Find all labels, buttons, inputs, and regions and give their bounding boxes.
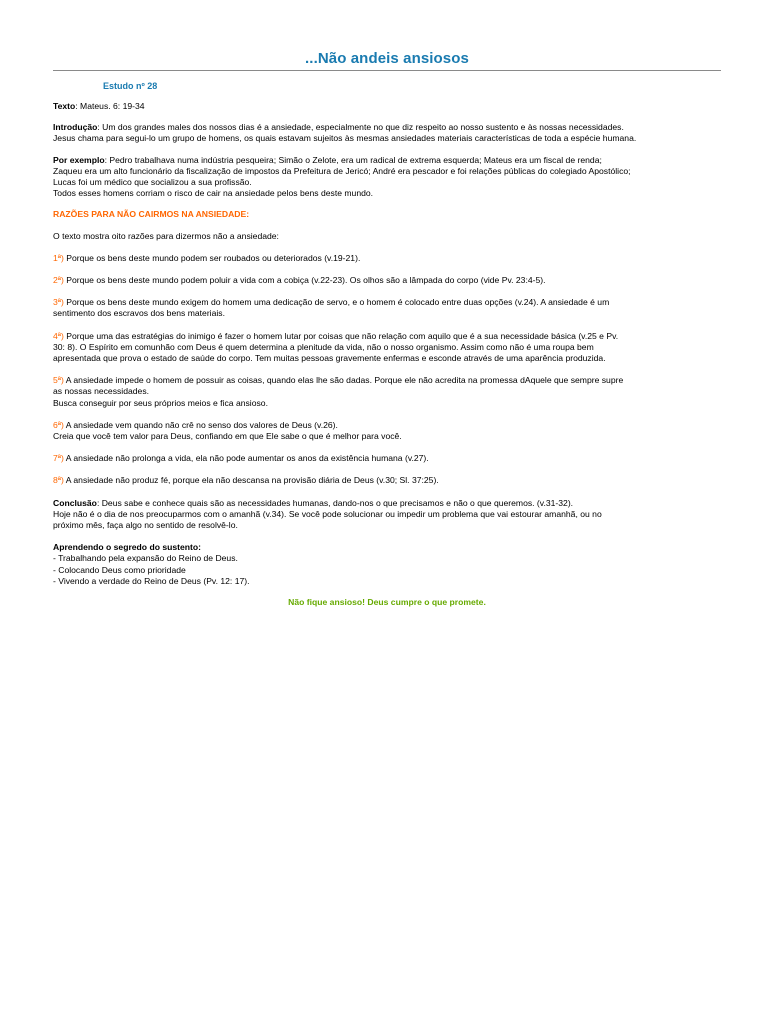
- reason-number: 3ª): [53, 297, 64, 308]
- reason-4-line-3: [53, 353, 721, 364]
- reason-number: 8ª): [53, 475, 64, 486]
- conclusion-label: Conclusão: [53, 497, 97, 508]
- reason-5-line-3: [53, 398, 721, 409]
- conclusion-line-1: [53, 498, 721, 509]
- secret-item: - Colocando Deus como prioridade: [53, 564, 186, 575]
- reasons-list: [53, 242, 721, 487]
- reason-number: 1ª): [53, 252, 64, 263]
- reason-text: A ansiedade impede o homem de possuir as coisas, quando elas lhe são dadas. Porque ele não acredita na promessa dAquele que sempre supre: [63, 375, 624, 386]
- reason-7-line-1: [53, 453, 721, 464]
- closing-message: Não fique ansioso! Deus cumpre o que promete.: [288, 597, 486, 608]
- conclusion-line-3: próximo mês, faça algo no sentido de resolvê-lo.: [53, 520, 238, 531]
- reason-number: 7ª): [53, 453, 64, 464]
- reason-number: 5ª): [53, 375, 64, 386]
- conclusion-text-1: : Deus sabe e conhece quais são as necessidades humanas, dando-nos o que precisamos e não o que queremos. (v.31-32).: [96, 497, 574, 508]
- example-label: Por exemplo: [53, 154, 105, 165]
- secret-item: - Vivendo a verdade do Reino de Deus (Pv. 12: 17).: [53, 575, 250, 586]
- reason-5-line-2: [53, 386, 721, 397]
- reason-text: 30: 8). O Espírito em comunhão com Deus é quem determina a plenitude da vida, não o nosso organismo. Assim como não é uma roupa bem: [53, 341, 594, 352]
- reason-4-line-1: [53, 331, 721, 342]
- reason-8-line-1: [53, 475, 721, 486]
- example-line-3: Lucas foi um médico que socializou a sua profissão.: [53, 177, 252, 188]
- reason-6-line-2: [53, 431, 721, 442]
- secret-item: - Trabalhando pela expansão do Reino de Deus.: [53, 553, 238, 564]
- secret-title: Aprendendo o segredo do sustento:: [53, 542, 202, 553]
- example-line-2: Zaqueu era um alto funcionário da fiscalização de impostos da Prefeitura de Jericó; André era pescador e foi relações públicas do colegiado Apostólico;: [53, 165, 631, 176]
- reason-number: 2ª): [53, 275, 64, 286]
- reasons-intro: O texto mostra oito razões para dizermos não a ansiedade:: [53, 230, 279, 241]
- document-page: [53, 0, 721, 607]
- conclusion-line-2: Hoje não é o dia de nos preocuparmos com o amanhã (v.34). Se você pode solucionar ou impedir um problema que vai estourar amanhã, ou no: [53, 508, 602, 519]
- reason-text: Creia que você tem valor para Deus, confiando em que Ele sabe o que é melhor para você.: [53, 431, 402, 442]
- reason-4-line-2: [53, 342, 721, 353]
- reason-text: sentimento dos escravos dos bens materiais.: [53, 308, 225, 319]
- reason-text: Busca conseguir por seus próprios meios e fica ansioso.: [53, 397, 268, 408]
- reason-6-line-1: [53, 420, 721, 431]
- example-line-4: Todos esses homens corriam o risco de cair na ansiedade pelos bens deste mundo.: [53, 188, 374, 199]
- example-line-1: [53, 155, 721, 166]
- reason-text: A ansiedade não prolonga a vida, ela não pode aumentar os anos da existência humana (v.27).: [63, 453, 429, 464]
- reason-number: 6ª): [53, 419, 64, 430]
- intro-line-2: Jesus chama para segui-lo um grupo de homens, os quais estavam sujeitos às mesmas ansiedades materiais características de toda a espécie humana.: [53, 133, 637, 144]
- reason-2-line-1: [53, 275, 721, 286]
- reason-3-line-1: [53, 297, 721, 308]
- reason-3-line-2: [53, 308, 721, 319]
- reasons-heading: RAZÕES PARA NÃO CAIRMOS NA ANSIEDADE:: [53, 209, 250, 220]
- reason-text: Porque uma das estratégias do inimigo é fazer o homem lutar por coisas que não relação com aquilo que é a sua necessidade básica (v.25 e Pv.: [63, 330, 619, 341]
- example-text-1: : Pedro trabalhava numa indústria pesqueira; Simão o Zelote, era um radical de extrema esquerda; Mateus era um fiscal de renda;: [104, 154, 602, 165]
- title-divider: [53, 70, 721, 71]
- reason-1-line-1: [53, 253, 721, 264]
- reason-5-line-1: [53, 375, 721, 386]
- texto-label: Texto: [53, 101, 76, 111]
- intro-line-1: [53, 122, 721, 133]
- study-number: Estudo nº 28: [103, 81, 158, 91]
- reason-text: A ansiedade não produz fé, porque ela não descansa na provisão diária de Deus (v.30; Sl. 37:25).: [63, 475, 439, 486]
- reason-text: Porque os bens deste mundo exigem do homem uma dedicação de servo, e o homem é colocado entre duas opções (v.24). A ansiedade é um: [63, 297, 610, 308]
- reason-text: apresentada que prova o estado de saúde do corpo. Tem muitas pessoas gravemente enfermas e esconde através de uma aparência produzida.: [53, 353, 606, 364]
- reason-text: as nossas necessidades.: [53, 386, 150, 397]
- page-title: ...Não andeis ansiosos: [305, 50, 469, 67]
- secret-heading: [53, 542, 721, 553]
- texto-line: [53, 101, 721, 112]
- reason-text: Porque os bens deste mundo podem poluir a vida com a cobiça (v.22-23). Os olhos são a lâmpada do corpo (vide Pv. 23:4-5).: [63, 275, 546, 286]
- reason-text: Porque os bens deste mundo podem ser roubados ou deteriorados (v.19-21).: [63, 252, 361, 263]
- reason-number: 4ª): [53, 330, 64, 341]
- intro-label: Introdução: [53, 122, 98, 133]
- texto-value: : Mateus. 6: 19-34: [75, 101, 145, 111]
- reason-text: A ansiedade vem quando não crê no senso dos valores de Deus (v.26).: [63, 419, 338, 430]
- intro-text-1: : Um dos grandes males dos nossos dias é a ansiedade, especialmente no que diz respeito ao nosso sustento e às nossas necessidades.: [97, 122, 624, 133]
